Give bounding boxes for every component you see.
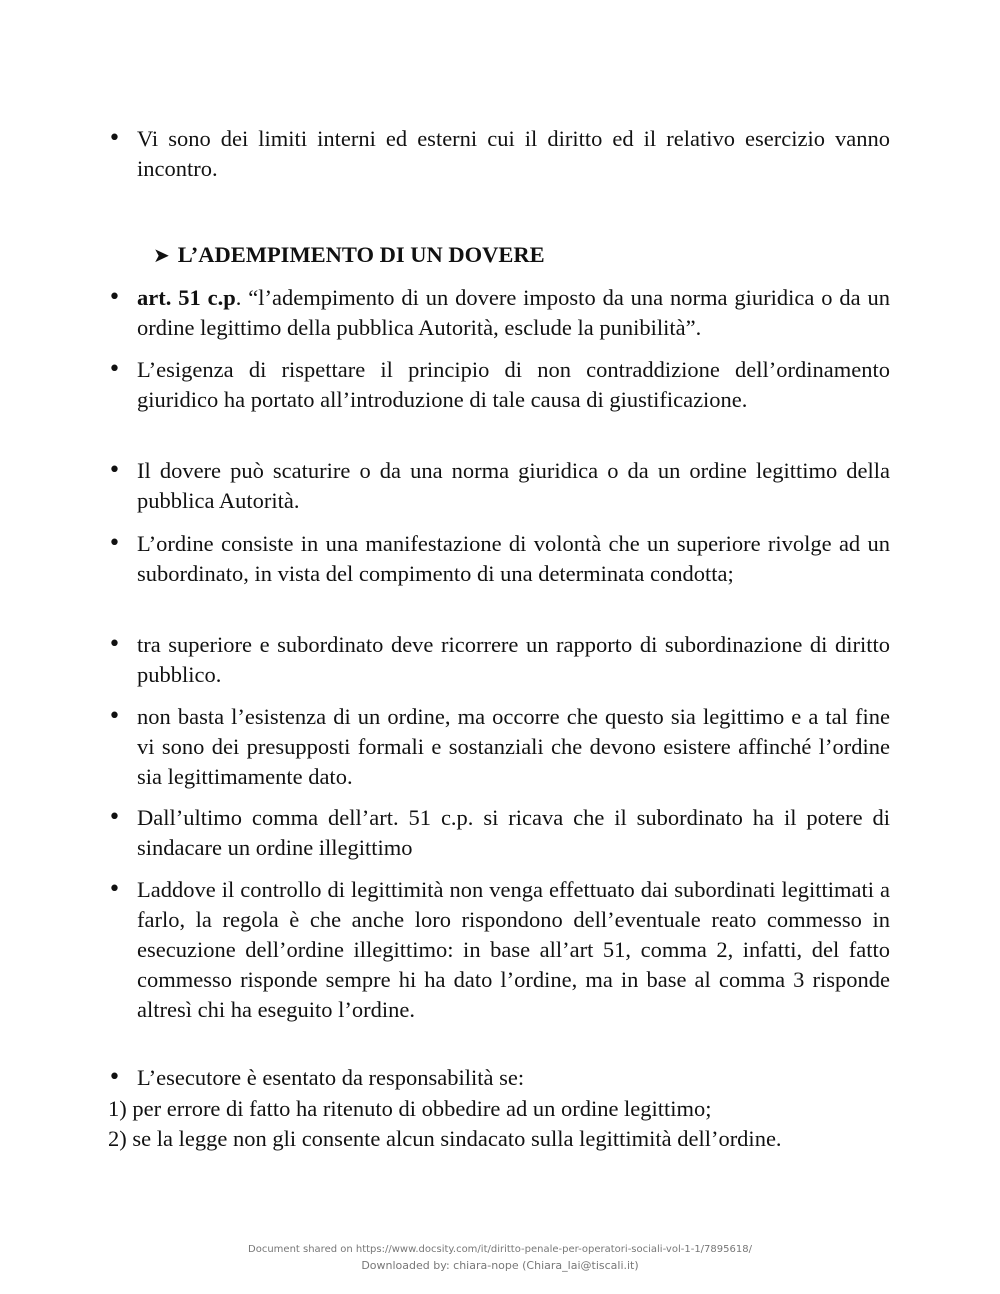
section-title: L’ADEMPIMENTO DI UN DOVERE [177, 242, 545, 267]
list-item-text: L’esecutore è esentato da responsabilità se: [137, 1065, 525, 1090]
footer-shared-link: Document shared on https://www.docsity.com/it/diritto-penale-per-operatori-sociali-vol-1-1/7895618/ [248, 1244, 752, 1255]
bullet-icon: • [108, 1065, 121, 1090]
list-item-text: L’ordine consiste in una manifestazione di volontà che un superiore rivolge ad un subordinato, in vista del compimento di una determinata condotta; [137, 531, 890, 586]
bullet-icon: • [108, 285, 121, 310]
list-item-text: Laddove il controllo di legittimità non venga effettuato dai subordinati legittimati a farlo, la regola è che anche loro rispondono dell’eventuale reato commesso in esecuzione dell’ordine illegittimo: in base all’art 51, comma 2, infatti, del fatto commesso risponde sempre hi ha dato l’ordine, ma in base al comma 3 risponde altresì chi ha eseguito l’ordine. [137, 877, 890, 1022]
list-item [108, 630, 890, 690]
list-item [108, 355, 890, 415]
list-item-text: non basta l’esistenza di un ordine, ma occorre che questo sia legittimo e a tal fine vi sono dei presupposti formali e sostanziali che devono esistere affinché l’ordine sia legittimamente dato. [137, 704, 890, 789]
bullet-icon: • [108, 531, 121, 556]
footer-downloaded-by: Downloaded by: chiara-nope (Chiara_lai@tiscali.it) [361, 1259, 639, 1272]
bullet-icon: • [108, 877, 121, 902]
list-item [108, 875, 890, 1025]
bullet-icon: • [108, 458, 121, 483]
list-item [108, 529, 890, 589]
intro-bullet [108, 124, 890, 184]
list-item-text: Il dovere può scaturire o da una norma giuridica o da un ordine legittimo della pubblica Autorità. [137, 458, 890, 513]
list-item-text: L’esigenza di rispettare il principio di non contraddizione dell’ordinamento giuridico ha portato all’introduzione di tale causa di giustificazione. [137, 357, 890, 412]
numbered-item-2: 2) se la legge non gli consente alcun sindacato sulla legittimità dell’ordine. [108, 1126, 782, 1151]
list-item [108, 702, 890, 792]
list-item-text: . “l’adempimento di un dovere imposto da una norma giuridica o da un ordine legittimo della pubblica Autorità, esclude la punibilità”. [137, 285, 890, 340]
section-heading [153, 240, 545, 270]
list-item-text: tra superiore e subordinato deve ricorrere un rapporto di subordinazione di diritto pubblico. [137, 632, 890, 687]
arrowhead-icon: ➤ [153, 243, 170, 267]
list-item [108, 803, 890, 863]
bullet-icon: • [108, 805, 121, 830]
article-reference: art. 51 c.p [137, 285, 236, 310]
intro-text: Vi sono dei limiti interni ed esterni cui il diritto ed il relativo esercizio vanno incontro. [137, 126, 890, 181]
bullet-icon: • [108, 632, 121, 657]
list-item [108, 456, 890, 516]
list-item [108, 1063, 890, 1093]
list-item-text: Dall’ultimo comma dell’art. 51 c.p. si ricava che il subordinato ha il potere di sindacare un ordine illegittimo [137, 805, 890, 860]
bullet-icon: • [108, 126, 121, 151]
list-item [108, 283, 890, 343]
numbered-item-1: 1) per errore di fatto ha ritenuto di obbedire ad un ordine legittimo; [108, 1096, 712, 1121]
bullet-icon: • [108, 357, 121, 382]
bullet-icon: • [108, 704, 121, 729]
